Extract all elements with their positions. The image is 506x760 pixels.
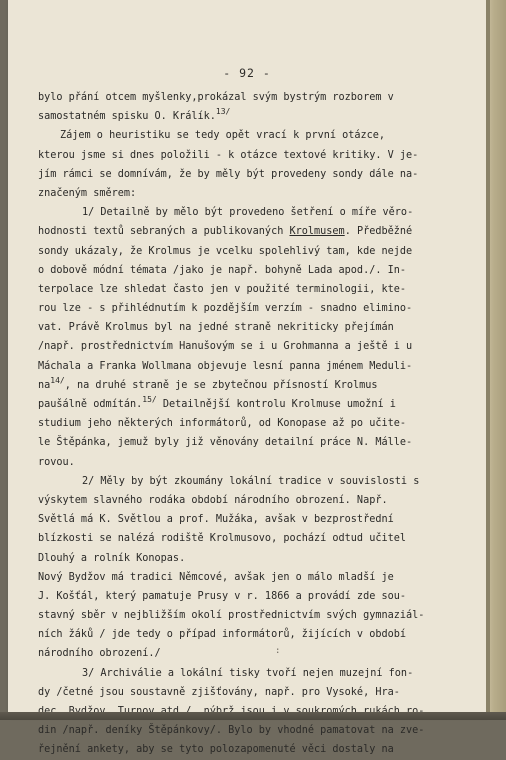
line-text: terpolace lze shledat často jen v použité terminologii, kte- <box>38 283 407 295</box>
line-text: paušálně odmítán. <box>38 399 143 410</box>
text-line <box>38 529 458 548</box>
text-line <box>38 568 458 587</box>
line-text: kterou jsme si dnes položili - k otázce textové kritiky. V je- <box>38 149 419 161</box>
line-text: samostatném spisku O. Králík. <box>38 111 216 123</box>
body-text <box>38 88 458 760</box>
text-line <box>38 491 458 510</box>
line-text: J. Košťál, který pamatuje Prusy v r. 1866 a provádí zde sou- <box>38 590 407 602</box>
text-line <box>38 376 458 395</box>
text-line <box>38 126 458 145</box>
line-text: o dobově módní témata /jako je např. bohyně Lada apod./. In- <box>38 264 407 276</box>
line-text: /např. prostřednictvím Hanušovým se i u Grohmanna a ještě i u <box>38 341 413 353</box>
bottom-shadow <box>0 712 506 720</box>
line-text: blízkosti se nalézá rodiště Krolmusovo, pochází odtud učitel <box>38 533 407 545</box>
text-line <box>38 664 458 683</box>
footnote-marker: 15/ <box>142 395 157 404</box>
line-text: rou lze - s přihlédnutím k pozdějším verzím - snadno elimino- <box>38 303 413 315</box>
document-page <box>8 0 486 756</box>
text-line <box>38 644 458 663</box>
text-line <box>38 453 458 472</box>
text-line <box>38 740 458 759</box>
text-line <box>38 222 458 241</box>
line-text: le Štěpánka, jemuž byly již věnovány detailní práce N. Málle- <box>38 437 413 449</box>
text-line <box>38 299 458 318</box>
text-line <box>38 587 458 606</box>
underlined-name: Krolmusem <box>289 226 345 238</box>
line-text: Máchala a Franka Wollmana objevuje lesní panna jménem Meduli- <box>38 360 413 372</box>
line-text: hodnosti textů sebraných a publikovaných <box>38 226 290 238</box>
line-text-continued: . Předběžné <box>344 226 413 238</box>
text-line <box>38 165 458 184</box>
text-line <box>38 683 458 702</box>
line-text: Světlá má K. Světlou a prof. Mužáka, avšak v bezprostřední <box>38 514 394 526</box>
text-line <box>38 107 458 126</box>
line-text: na <box>38 379 51 391</box>
line-text: rovou. <box>38 456 75 468</box>
line-text: stavný sběr v nejbližším okolí prostřednictvím svých gymnaziál- <box>38 610 425 622</box>
text-line <box>38 88 458 107</box>
text-line <box>38 433 458 452</box>
line-text-continued: Detailnější kontrolu Krolmuse umožní i <box>156 399 396 410</box>
text-line <box>38 203 458 222</box>
line-text: výskytem slavného rodáka období národního obrození. Např. <box>38 494 388 506</box>
line-text: sondy ukázaly, že Krolmus je vcelku spolehlivý tam, kde nejde <box>38 245 413 257</box>
line-text: řejnění ankety, aby se tyto polozapomenuté věci dostaly na <box>38 744 394 756</box>
line-text: Nový Bydžov má tradici Němcové, avšak jen o málo mladší je <box>38 571 394 583</box>
line-text: studium jeho některých informátorů, od Konopase až po učite- <box>38 418 407 430</box>
line-text: din /např. deníky Štěpánkovy/. Bylo by vhodné pamatovat na zve- <box>38 725 425 737</box>
text-line <box>38 472 458 491</box>
line-text-continued: , na druhé straně je se zbytečnou přísností Krolmus <box>64 379 378 391</box>
line-text: Zájem o heuristiku se tedy opět vrací k první otázce, <box>60 130 386 142</box>
text-line <box>38 510 458 529</box>
text-line <box>38 184 458 203</box>
text-line <box>38 280 458 299</box>
line-text: značeným směrem: <box>38 187 137 199</box>
line-text: národního obrození./ <box>38 648 161 660</box>
text-line <box>38 395 458 414</box>
text-line <box>38 625 458 644</box>
text-line <box>38 242 458 261</box>
line-text: Dlouhý a rolník Konopas. <box>38 552 186 564</box>
text-line <box>38 318 458 337</box>
line-text: 2/ Měly by být zkoumány lokální tradice v souvislosti s <box>82 475 420 487</box>
text-line <box>38 337 458 356</box>
page-number: - 92 - <box>223 66 271 80</box>
footnote-marker: 14/ <box>50 375 65 385</box>
page-edge-shadow <box>486 0 490 720</box>
text-line <box>38 721 458 740</box>
line-text: vat. Právě Krolmus byl na jedné straně nekriticky přejímán <box>38 322 394 334</box>
text-line <box>38 357 458 376</box>
text-line <box>38 146 458 165</box>
line-text: 1/ Detailně by mělo být provedeno šetření o míře věro- <box>82 207 414 219</box>
footnote-marker: 13/ <box>215 107 231 117</box>
text-line <box>38 414 458 433</box>
text-line <box>38 549 458 568</box>
line-text: dy /četné jsou soustavně zjišťovány, např. pro Vysoké, Hra- <box>38 686 400 698</box>
page-stack-edge <box>486 0 506 720</box>
line-text: bylo přání otcem myšlenky,prokázal svým bystrým rozborem v <box>38 92 394 103</box>
text-line <box>38 606 458 625</box>
line-text: 3/ Archiválie a lokální tisky tvoří nejen muzejní fon- <box>82 667 414 679</box>
margin-mark: : <box>275 646 281 656</box>
line-text: ních žáků / jde tedy o případ informátorů, žijících v období <box>38 629 407 641</box>
text-line <box>38 261 458 280</box>
line-text: jím rámci se domnívám, že by měly být provedeny sondy dále na- <box>38 168 419 180</box>
